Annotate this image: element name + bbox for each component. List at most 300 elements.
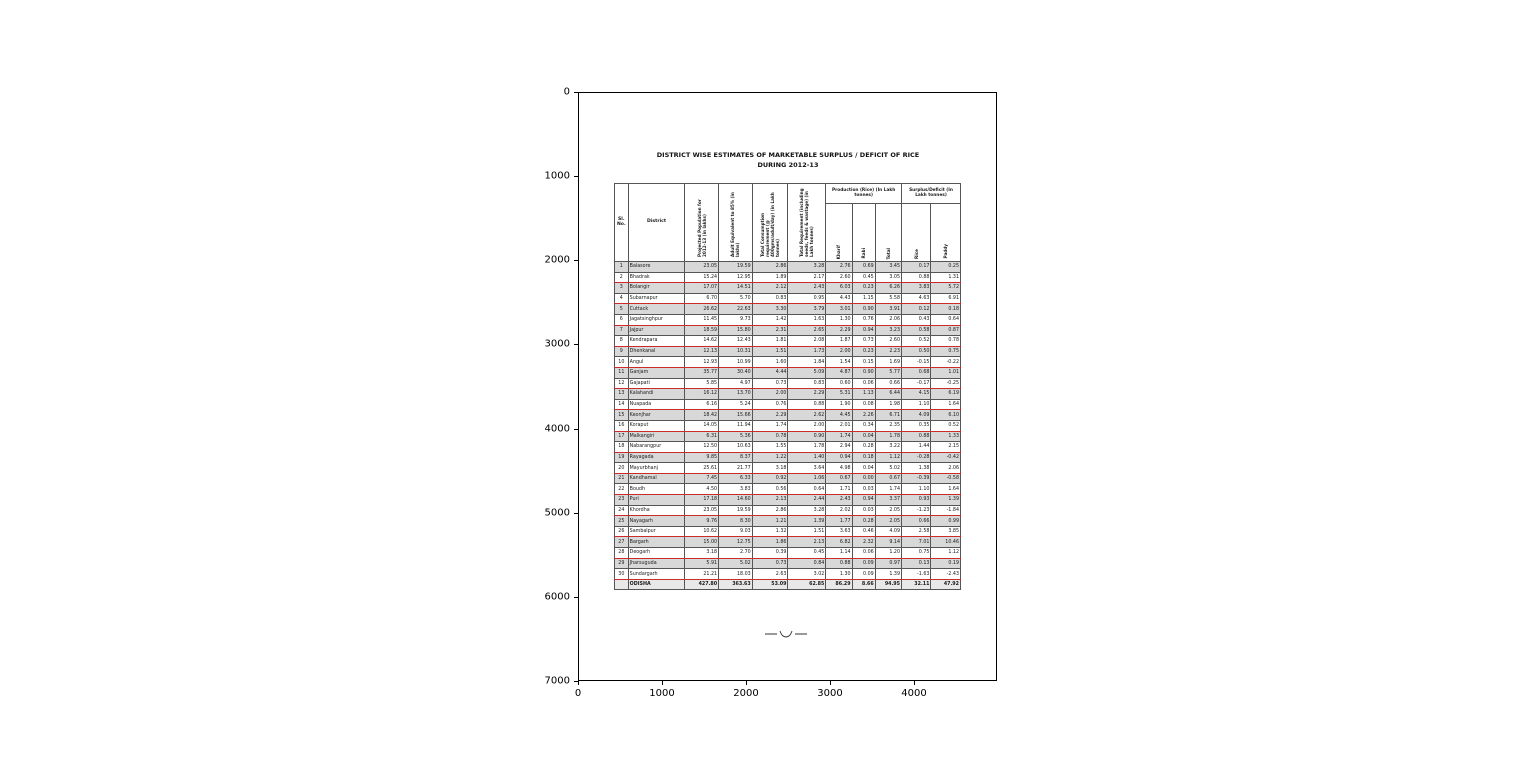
table-cell: 1.51 bbox=[788, 526, 826, 537]
table-cell: 3.28 bbox=[788, 505, 826, 516]
table-cell: Balasore bbox=[628, 262, 685, 273]
table-cell: 0.04 bbox=[852, 463, 875, 474]
table-cell: 3.64 bbox=[788, 463, 826, 474]
table-row bbox=[615, 389, 961, 400]
table-cell: 0.75 bbox=[931, 346, 961, 357]
table-row bbox=[615, 484, 961, 495]
table-cell: Sambalpur bbox=[628, 526, 685, 537]
table-cell: 1.44 bbox=[902, 442, 931, 453]
table-cell: 7.01 bbox=[902, 537, 931, 548]
table-cell: 1.10 bbox=[902, 399, 931, 410]
table-cell: 4.63 bbox=[902, 293, 931, 304]
table-cell: 28 bbox=[615, 548, 629, 559]
x-tick-mark bbox=[578, 681, 579, 685]
table-cell: 0.84 bbox=[788, 558, 826, 569]
table-row bbox=[615, 505, 961, 516]
table-cell: 26.62 bbox=[685, 304, 719, 315]
table-cell: 2 bbox=[615, 272, 629, 283]
table-cell: 27 bbox=[615, 537, 629, 548]
table-cell: 0.25 bbox=[931, 262, 961, 273]
table-cell: 0.78 bbox=[931, 336, 961, 347]
table-cell: 1.81 bbox=[752, 336, 788, 347]
col-group-production-rice: Production (Rice) (In Lakh tonnes) bbox=[826, 184, 902, 204]
table-cell: 17.18 bbox=[685, 495, 719, 506]
table-cell: 23.05 bbox=[685, 262, 719, 273]
table-cell: 0.34 bbox=[852, 420, 875, 431]
table-cell: 0.69 bbox=[852, 262, 875, 273]
table-cell: Kandhamal bbox=[628, 473, 685, 484]
table-cell: 0.88 bbox=[788, 399, 826, 410]
table-cell: 2.70 bbox=[719, 548, 753, 559]
table-cell: 1.71 bbox=[826, 484, 852, 495]
table-cell: 0.58 bbox=[902, 325, 931, 336]
table-cell: 2.29 bbox=[752, 410, 788, 421]
table-cell: 12.43 bbox=[719, 336, 753, 347]
table-row bbox=[615, 314, 961, 325]
table-cell: 1.74 bbox=[752, 420, 788, 431]
table-cell: 53.09 bbox=[752, 579, 788, 590]
table-cell: Malkangiri bbox=[628, 431, 685, 442]
y-tick-label: 6000 bbox=[544, 591, 570, 603]
col-header-total-consumption-label: Total Consumption requirement (@ 400gms/adult/day) (in Lakh tonnes) bbox=[760, 192, 781, 258]
table-cell: ODISHA bbox=[628, 579, 685, 590]
table-cell: 1 bbox=[615, 262, 629, 273]
table-cell: 3.83 bbox=[719, 484, 753, 495]
table-row bbox=[615, 293, 961, 304]
table-cell: 26 bbox=[615, 526, 629, 537]
table-row bbox=[615, 410, 961, 421]
table-cell: 0.92 bbox=[752, 473, 788, 484]
table-cell: 3.01 bbox=[826, 304, 852, 315]
table-cell: 1.78 bbox=[788, 442, 826, 453]
table-cell: 0.90 bbox=[852, 367, 875, 378]
table-cell: 15.00 bbox=[685, 537, 719, 548]
table-cell: 1.63 bbox=[788, 314, 826, 325]
table-cell: 1.20 bbox=[875, 548, 901, 559]
table-cell: 4.09 bbox=[902, 410, 931, 421]
table-row bbox=[615, 558, 961, 569]
table-cell: 0.68 bbox=[902, 367, 931, 378]
table-cell: 2.29 bbox=[788, 389, 826, 400]
col-header-kharif bbox=[826, 204, 852, 262]
table-cell: 14 bbox=[615, 399, 629, 410]
table-cell: 9.14 bbox=[875, 537, 901, 548]
table-cell: 4.15 bbox=[902, 389, 931, 400]
table-cell: 0.56 bbox=[752, 484, 788, 495]
table-cell: 0.67 bbox=[875, 473, 901, 484]
table-cell: 17.07 bbox=[685, 283, 719, 294]
table-cell: 0.15 bbox=[852, 357, 875, 368]
table-row bbox=[615, 420, 961, 431]
table-row bbox=[615, 357, 961, 368]
table-cell: 0.23 bbox=[852, 346, 875, 357]
col-header-district: District bbox=[628, 184, 685, 262]
table-cell: 0.83 bbox=[788, 378, 826, 389]
table-cell: 3.05 bbox=[875, 272, 901, 283]
table-cell: 0.88 bbox=[902, 272, 931, 283]
table-cell: 2.17 bbox=[788, 272, 826, 283]
y-tick-label: 3000 bbox=[544, 338, 570, 350]
table-cell: Cuttack bbox=[628, 304, 685, 315]
table-cell: Koraput bbox=[628, 420, 685, 431]
table-row bbox=[615, 548, 961, 559]
col-group-surplus-deficit: Surplus/Deficit (In Lakh tonnes) bbox=[902, 184, 961, 204]
table-cell: 2.05 bbox=[875, 516, 901, 527]
y-tick-label: 4000 bbox=[544, 423, 570, 435]
table-cell: 2.06 bbox=[931, 463, 961, 474]
table-cell: 15 bbox=[615, 410, 629, 421]
table-cell: 10.62 bbox=[685, 526, 719, 537]
table-cell: Nuapada bbox=[628, 399, 685, 410]
table-row bbox=[615, 569, 961, 580]
table-cell: 18.03 bbox=[719, 569, 753, 580]
table-cell: 3.83 bbox=[902, 283, 931, 294]
table-cell: 2.13 bbox=[752, 495, 788, 506]
table-cell: 47.92 bbox=[931, 579, 961, 590]
table-cell: 21.77 bbox=[719, 463, 753, 474]
table-cell: 0.94 bbox=[826, 452, 852, 463]
y-tick-label: 7000 bbox=[544, 675, 570, 687]
col-header-total-requirement bbox=[788, 184, 826, 262]
table-cell: 0.03 bbox=[852, 505, 875, 516]
table-cell: 5.85 bbox=[685, 378, 719, 389]
col-header-sl-no: Sl. No. bbox=[615, 184, 629, 262]
table-row bbox=[615, 452, 961, 463]
table-cell: 0.90 bbox=[788, 431, 826, 442]
table-cell: 18 bbox=[615, 442, 629, 453]
table-cell: 5.91 bbox=[685, 558, 719, 569]
table-cell: -0.39 bbox=[902, 473, 931, 484]
table-cell: 32.11 bbox=[902, 579, 931, 590]
table-cell: 363.63 bbox=[719, 579, 753, 590]
table-row bbox=[615, 367, 961, 378]
table-cell: 0.09 bbox=[852, 558, 875, 569]
table-cell: 1.40 bbox=[788, 452, 826, 463]
table-cell: 7.45 bbox=[685, 473, 719, 484]
y-tick-label: 1000 bbox=[544, 170, 570, 182]
table-cell: 2.02 bbox=[826, 505, 852, 516]
table-cell: 0.35 bbox=[902, 420, 931, 431]
table-cell: 2.00 bbox=[752, 389, 788, 400]
table-cell: 2.62 bbox=[788, 410, 826, 421]
col-header-total bbox=[875, 204, 901, 262]
table-cell: 8.30 bbox=[719, 516, 753, 527]
table-cell: 0.76 bbox=[852, 314, 875, 325]
table-cell: 20 bbox=[615, 463, 629, 474]
table-cell: 0.94 bbox=[852, 495, 875, 506]
table-cell: 13.70 bbox=[719, 389, 753, 400]
table-cell: Nabarangpur bbox=[628, 442, 685, 453]
table-cell: 1.42 bbox=[752, 314, 788, 325]
table-total-row bbox=[615, 579, 961, 590]
table-cell: 1.87 bbox=[826, 336, 852, 347]
table-cell: 7 bbox=[615, 325, 629, 336]
table-cell: -0.22 bbox=[931, 357, 961, 368]
table-cell: Jharsuguda bbox=[628, 558, 685, 569]
table-cell: 0.73 bbox=[852, 336, 875, 347]
table-cell: 0.28 bbox=[852, 442, 875, 453]
table-row bbox=[615, 272, 961, 283]
col-header-projected-population bbox=[685, 184, 719, 262]
figure-plot-area bbox=[578, 92, 997, 681]
table-cell: 1.54 bbox=[826, 357, 852, 368]
table-cell: 2.35 bbox=[875, 420, 901, 431]
table-cell: 3.79 bbox=[788, 304, 826, 315]
table-cell: -2.43 bbox=[931, 569, 961, 580]
table-cell: 5.72 bbox=[931, 283, 961, 294]
col-header-total-label: Total bbox=[885, 247, 891, 259]
table-cell: 6.03 bbox=[826, 283, 852, 294]
table-cell bbox=[615, 579, 629, 590]
table-cell: Jajpur bbox=[628, 325, 685, 336]
table-cell: 0.66 bbox=[902, 516, 931, 527]
table-cell: -0.42 bbox=[931, 452, 961, 463]
table-cell: 5.31 bbox=[826, 389, 852, 400]
table-cell: 10.31 bbox=[719, 346, 753, 357]
table-cell: Khordha bbox=[628, 505, 685, 516]
table-cell: 0.76 bbox=[752, 399, 788, 410]
table-cell: Keonjhar bbox=[628, 410, 685, 421]
table-cell: 0.45 bbox=[788, 548, 826, 559]
table-cell: 4.97 bbox=[719, 378, 753, 389]
table-cell: 5.77 bbox=[875, 367, 901, 378]
table-cell: 2.13 bbox=[788, 537, 826, 548]
table-cell: Bargarh bbox=[628, 537, 685, 548]
surplus-deficit-table bbox=[614, 183, 961, 590]
table-cell: 2.06 bbox=[875, 314, 901, 325]
table-row bbox=[615, 336, 961, 347]
table-cell: 1.06 bbox=[788, 473, 826, 484]
table-cell: 0.78 bbox=[752, 431, 788, 442]
table-cell: Nayagarh bbox=[628, 516, 685, 527]
document-title bbox=[599, 151, 977, 171]
table-cell: 6.31 bbox=[685, 431, 719, 442]
table-cell: 3.91 bbox=[875, 304, 901, 315]
table-cell: 427.80 bbox=[685, 579, 719, 590]
table-cell: 1.77 bbox=[826, 516, 852, 527]
table-cell: 5.36 bbox=[719, 431, 753, 442]
table-cell: 4.50 bbox=[685, 484, 719, 495]
table-cell: 19 bbox=[615, 452, 629, 463]
table-cell: 3.85 bbox=[931, 526, 961, 537]
table-cell: 2.32 bbox=[852, 537, 875, 548]
table-cell: 0.99 bbox=[931, 516, 961, 527]
table-cell: 2.01 bbox=[826, 420, 852, 431]
table-cell: 0.23 bbox=[852, 283, 875, 294]
table-cell: 8.37 bbox=[719, 452, 753, 463]
col-header-projected-population-label: Projected Population for 2012-13 (in lakhs) bbox=[696, 199, 707, 258]
table-cell: 0.52 bbox=[902, 336, 931, 347]
document-title-line1: DISTRICT WISE ESTIMATES OF MARKETABLE SURPLUS / DEFICIT OF RICE bbox=[656, 151, 920, 159]
x-tick-label: 0 bbox=[574, 688, 582, 699]
table-cell: 16.12 bbox=[685, 389, 719, 400]
table-cell: 9.03 bbox=[719, 526, 753, 537]
table-cell: 2.29 bbox=[826, 325, 852, 336]
table-cell: 9.73 bbox=[719, 314, 753, 325]
table-row bbox=[615, 516, 961, 527]
table-cell: Angul bbox=[628, 357, 685, 368]
table-cell: 12.93 bbox=[685, 357, 719, 368]
table-cell: 0.97 bbox=[875, 558, 901, 569]
table-cell: 0.88 bbox=[902, 431, 931, 442]
table-row bbox=[615, 399, 961, 410]
table-cell: 6.19 bbox=[931, 389, 961, 400]
table-row bbox=[615, 378, 961, 389]
table-cell: 1.10 bbox=[902, 484, 931, 495]
table-cell: 17 bbox=[615, 431, 629, 442]
table-cell: 22.63 bbox=[719, 304, 753, 315]
table-cell: 3.18 bbox=[752, 463, 788, 474]
table-cell: 1.12 bbox=[931, 548, 961, 559]
document-title-line2: DURING 2012-13 bbox=[757, 160, 819, 169]
table-cell: 4.44 bbox=[752, 367, 788, 378]
table-cell: 19.59 bbox=[719, 505, 753, 516]
table-cell: 1.21 bbox=[752, 516, 788, 527]
table-cell: 1.13 bbox=[852, 389, 875, 400]
x-tick-mark bbox=[914, 681, 915, 685]
table-cell: 2.43 bbox=[788, 283, 826, 294]
x-tick-label: 2000 bbox=[733, 688, 759, 699]
table-cell: 3.45 bbox=[875, 262, 901, 273]
table-cell: 23.05 bbox=[685, 505, 719, 516]
table-row bbox=[615, 526, 961, 537]
table-cell: 30.40 bbox=[719, 367, 753, 378]
table-cell: -1.63 bbox=[902, 569, 931, 580]
table-cell: 5.02 bbox=[875, 463, 901, 474]
table-cell: 0.13 bbox=[902, 558, 931, 569]
table-cell: 18.59 bbox=[685, 325, 719, 336]
table-cell: 6.10 bbox=[931, 410, 961, 421]
table-cell: 14.51 bbox=[719, 283, 753, 294]
x-tick-label: 1000 bbox=[649, 688, 675, 699]
table-cell: 1.60 bbox=[752, 357, 788, 368]
table-cell: 23 bbox=[615, 495, 629, 506]
table-cell: 5.24 bbox=[719, 399, 753, 410]
table-cell: 4.98 bbox=[826, 463, 852, 474]
table-cell: 0.66 bbox=[875, 378, 901, 389]
table-cell: 5.02 bbox=[719, 558, 753, 569]
table-cell: 15.80 bbox=[719, 325, 753, 336]
table-cell: -1.23 bbox=[902, 505, 931, 516]
table-cell: 9.85 bbox=[685, 452, 719, 463]
table-cell: 0.03 bbox=[852, 484, 875, 495]
x-tick-mark bbox=[830, 681, 831, 685]
table-cell: 2.23 bbox=[875, 346, 901, 357]
table-cell: 1.51 bbox=[752, 346, 788, 357]
table-cell: 10.63 bbox=[719, 442, 753, 453]
table-cell: 0.00 bbox=[852, 473, 875, 484]
table-cell: 3.63 bbox=[826, 526, 852, 537]
table-cell: 86.29 bbox=[826, 579, 852, 590]
table-cell: 1.98 bbox=[875, 399, 901, 410]
table-cell: -0.58 bbox=[931, 473, 961, 484]
table-cell: 1.14 bbox=[826, 548, 852, 559]
table-cell: 12.50 bbox=[685, 442, 719, 453]
table-cell: 1.38 bbox=[902, 463, 931, 474]
table-row bbox=[615, 495, 961, 506]
table-cell: 2.05 bbox=[875, 505, 901, 516]
x-tick-mark bbox=[746, 681, 747, 685]
table-cell: 6.71 bbox=[875, 410, 901, 421]
table-cell: 6.91 bbox=[931, 293, 961, 304]
table-cell: 21.21 bbox=[685, 569, 719, 580]
table-cell: 29 bbox=[615, 558, 629, 569]
table-cell: Boudh bbox=[628, 484, 685, 495]
table-cell: 11 bbox=[615, 367, 629, 378]
table-cell: 2.63 bbox=[752, 569, 788, 580]
table-cell: 1.78 bbox=[875, 431, 901, 442]
table-cell: 13 bbox=[615, 389, 629, 400]
table-cell: 1.84 bbox=[788, 357, 826, 368]
table-cell: 1.15 bbox=[852, 293, 875, 304]
table-cell: 12.95 bbox=[719, 272, 753, 283]
x-tick-label: 3000 bbox=[817, 688, 843, 699]
table-cell: 2.44 bbox=[788, 495, 826, 506]
table-cell: 0.50 bbox=[902, 346, 931, 357]
table-cell: 1.31 bbox=[931, 272, 961, 283]
table-cell: 3 bbox=[615, 283, 629, 294]
table-cell: 2.15 bbox=[931, 442, 961, 453]
table-cell: 19.59 bbox=[719, 262, 753, 273]
table-cell: 0.18 bbox=[931, 304, 961, 315]
table-cell: Dhenkanal bbox=[628, 346, 685, 357]
table-cell: 21 bbox=[615, 473, 629, 484]
table-cell: 1.39 bbox=[875, 569, 901, 580]
table-cell: 0.83 bbox=[752, 293, 788, 304]
table-cell: 0.04 bbox=[852, 431, 875, 442]
table-cell: 0.64 bbox=[931, 314, 961, 325]
table-cell: 6.33 bbox=[719, 473, 753, 484]
table-cell: 0.64 bbox=[788, 484, 826, 495]
table-cell: 4.87 bbox=[826, 367, 852, 378]
table-cell: 0.43 bbox=[902, 314, 931, 325]
table-cell: Puri bbox=[628, 495, 685, 506]
table-cell: 22 bbox=[615, 484, 629, 495]
table-cell: 6.70 bbox=[685, 293, 719, 304]
table-cell: -1.84 bbox=[931, 505, 961, 516]
table-cell: 2.08 bbox=[788, 336, 826, 347]
table-cell: 0.87 bbox=[931, 325, 961, 336]
table-cell: 12.75 bbox=[719, 537, 753, 548]
col-header-adult-equivalent-label: Adult Equivalent to 85% (in lakhs) bbox=[730, 192, 741, 258]
table-cell: 9.76 bbox=[685, 516, 719, 527]
table-cell: 0.52 bbox=[931, 420, 961, 431]
col-header-total-consumption bbox=[752, 184, 788, 262]
table-cell: 1.86 bbox=[752, 537, 788, 548]
table-cell: 30 bbox=[615, 569, 629, 580]
table-cell: 3.02 bbox=[788, 569, 826, 580]
table-cell: 2.26 bbox=[852, 410, 875, 421]
col-header-kharif-label: Kharif bbox=[836, 244, 842, 259]
table-cell: 8.66 bbox=[852, 579, 875, 590]
table-cell: 1.39 bbox=[931, 495, 961, 506]
col-header-rabi-label: Rabi bbox=[861, 248, 867, 259]
table-cell: 5.58 bbox=[875, 293, 901, 304]
table-cell: 1.89 bbox=[752, 272, 788, 283]
table-cell: 62.85 bbox=[788, 579, 826, 590]
table-cell: 3.18 bbox=[685, 548, 719, 559]
table-cell: Mayurbhanj bbox=[628, 463, 685, 474]
table-cell: 0.39 bbox=[752, 548, 788, 559]
table-cell: 0.88 bbox=[826, 558, 852, 569]
table-cell: 2.00 bbox=[788, 420, 826, 431]
table-cell: 2.86 bbox=[752, 505, 788, 516]
table-cell: 12.13 bbox=[685, 346, 719, 357]
table-cell: 18.42 bbox=[685, 410, 719, 421]
table-cell: 1.22 bbox=[752, 452, 788, 463]
table-cell: 0.95 bbox=[788, 293, 826, 304]
table-cell: 1.30 bbox=[826, 569, 852, 580]
